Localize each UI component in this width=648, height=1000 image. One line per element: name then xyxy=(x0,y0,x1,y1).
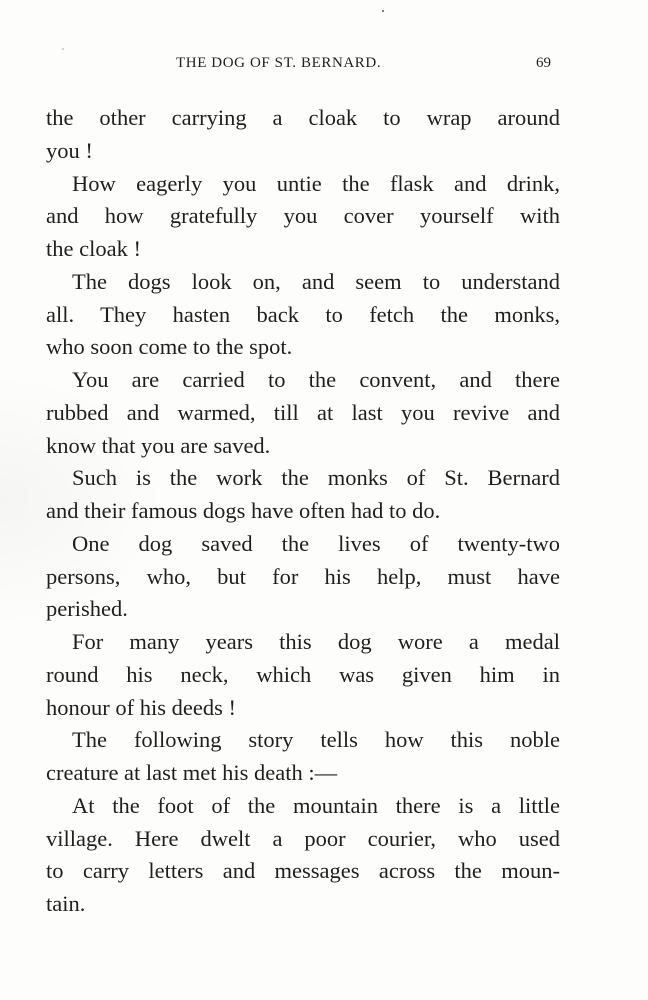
text-line: persons, who, but for his help, must have xyxy=(46,563,560,589)
text-line: honour of his deeds ! xyxy=(46,694,236,720)
text-line: The following story tells how this noble xyxy=(72,727,560,753)
body-text xyxy=(46,102,560,921)
text-line: and how gratefully you cover yourself with xyxy=(46,203,560,229)
running-header xyxy=(0,55,648,79)
text-line: How eagerly you untie the flask and drink, xyxy=(72,170,560,196)
page-number: 69 xyxy=(536,55,551,71)
text-line: You are carried to the convent, and there xyxy=(72,367,560,392)
text-line: the cloak ! xyxy=(46,236,141,261)
text-line: round his neck, which was given him in xyxy=(46,661,560,687)
text-line: Such is the work the monks of St. Bernard xyxy=(72,465,560,491)
text-line: creature at last met his death :— xyxy=(46,760,338,785)
text-line: know that you are saved. xyxy=(46,432,271,458)
text-line: One dog saved the lives of twenty-two xyxy=(72,530,560,556)
text-line: tain. xyxy=(46,891,86,916)
ink-speck xyxy=(382,10,384,12)
text-line: to carry letters and messages across the moun- xyxy=(46,858,560,884)
text-line: At the foot of the mountain there is a little xyxy=(72,792,560,818)
text-line: rubbed and warmed, till at last you revive and xyxy=(46,399,560,425)
text-line: all. They hasten back to fetch the monks, xyxy=(46,301,560,327)
text-line: village. Here dwelt a poor courier, who used xyxy=(46,825,560,851)
running-title: THE DOG OF ST. BERNARD. xyxy=(176,55,382,71)
text-line: the other carrying a cloak to wrap around xyxy=(46,105,560,130)
text-line: who soon come to the spot. xyxy=(46,334,293,360)
text-line: The dogs look on, and seem to understand xyxy=(72,268,560,294)
text-line: perished. xyxy=(46,596,128,622)
text-line: and their famous dogs have often had to do. xyxy=(46,498,441,523)
text-line: you ! xyxy=(46,137,93,163)
ink-speck xyxy=(62,48,64,50)
text-line: For many years this dog wore a medal xyxy=(72,629,560,654)
